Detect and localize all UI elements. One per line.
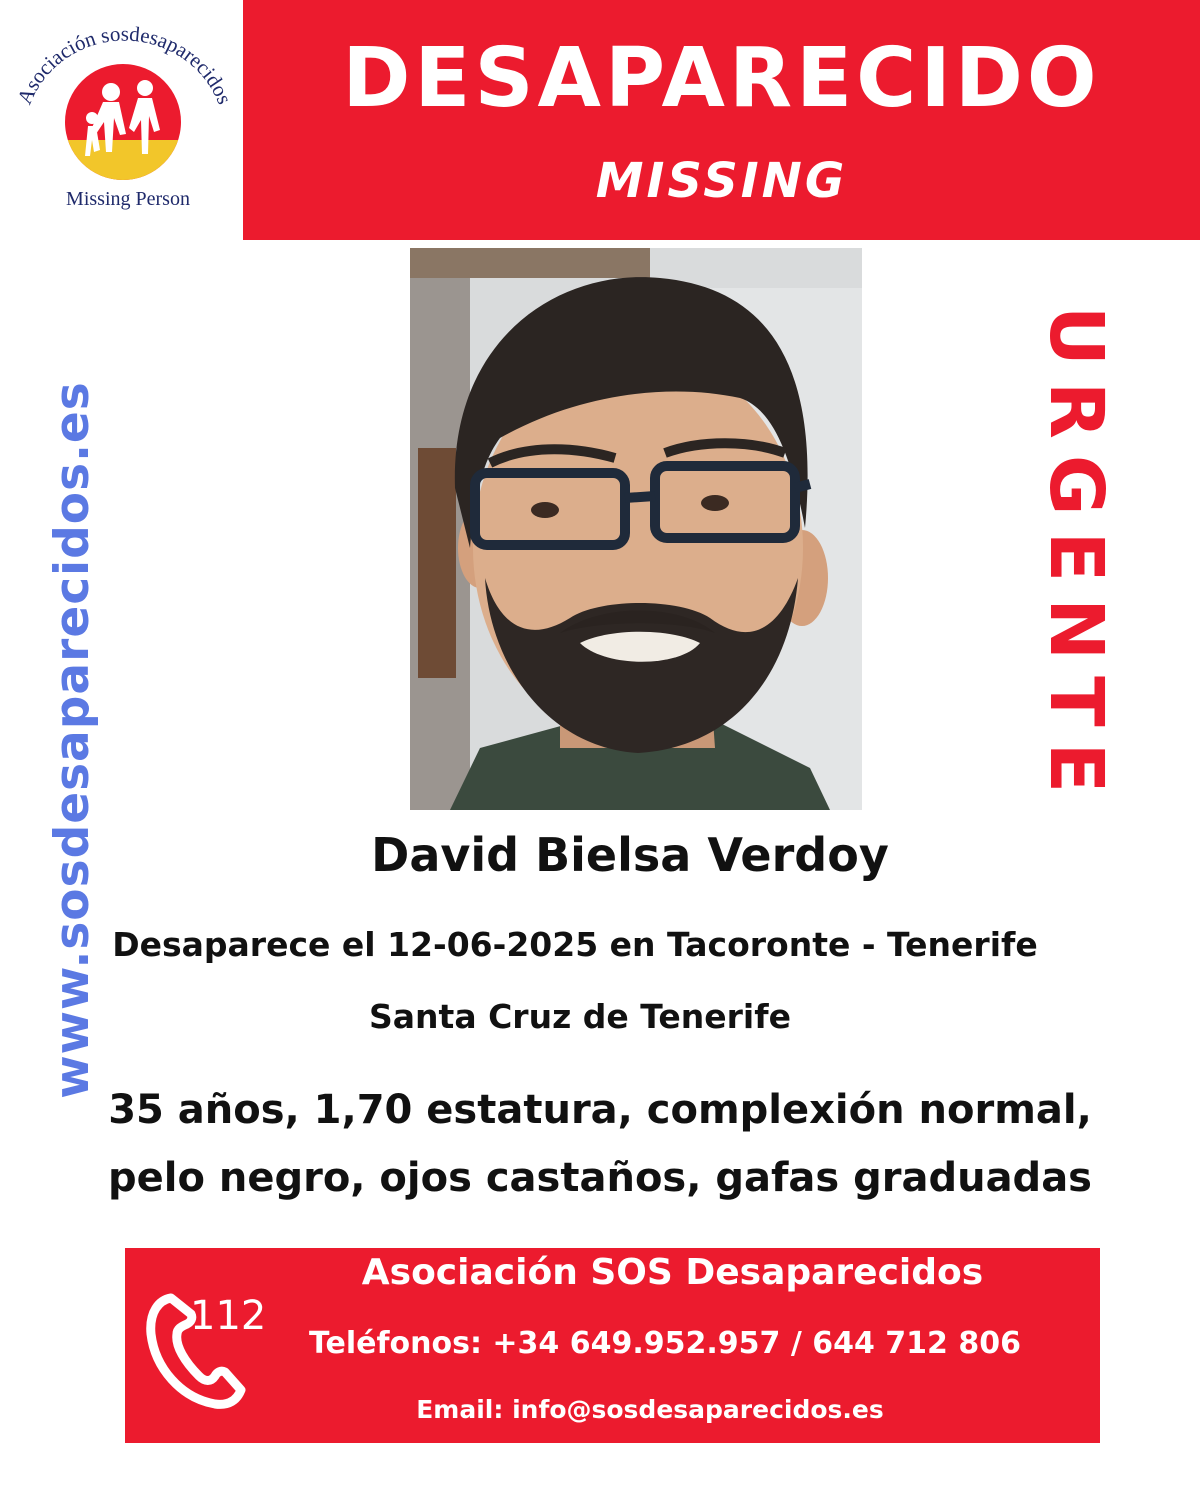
- footer-organization: Asociación SOS Desaparecidos: [361, 1252, 984, 1293]
- person-name: David Bielsa Verdoy: [371, 828, 889, 882]
- poster-title: DESAPARECIDO: [342, 31, 1101, 126]
- province-info: Santa Cruz de Tenerife: [369, 997, 791, 1036]
- footer-phones[interactable]: Teléfonos: +34 649.952.957 / 644 712 806: [309, 1326, 1021, 1361]
- emergency-number: 112: [190, 1293, 267, 1339]
- contact-box: [125, 1248, 1100, 1443]
- footer-email[interactable]: Email: info@sosdesaparecidos.es: [416, 1395, 884, 1424]
- missing-person-photo: [410, 248, 862, 810]
- logo-emblem: [8, 22, 238, 182]
- header-banner: [243, 0, 1200, 240]
- logo-caption: Missing Person: [66, 188, 190, 210]
- physical-description-line-1: 35 años, 1,70 estatura, complexión normal,: [108, 1087, 1092, 1133]
- logo-arc-text: Asociación sosdesaparecidos: [12, 22, 237, 108]
- website-vertical-text[interactable]: www.sosdesaparecidos.es: [45, 381, 100, 1099]
- urgent-vertical-text: URGENTE: [1033, 305, 1119, 810]
- physical-description-line-2: pelo negro, ojos castaños, gafas graduadas: [107, 1155, 1092, 1201]
- poster-subtitle: MISSING: [595, 153, 848, 209]
- association-logo: [8, 22, 238, 222]
- disappearance-info: Desaparece el 12-06-2025 en Tacoronte - Tenerife: [112, 925, 1038, 964]
